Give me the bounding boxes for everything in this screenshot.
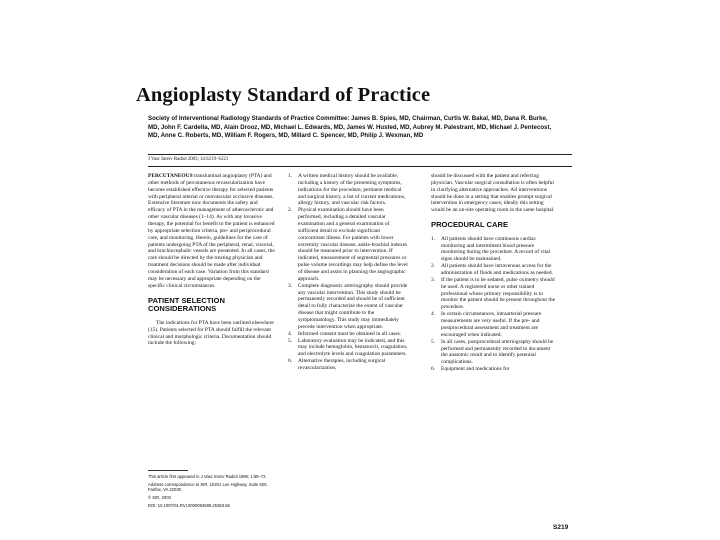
text-column-2	[288, 173, 408, 372]
selection-criteria-list	[288, 173, 408, 372]
footnote-correspondence: Address correspondence to SIR, 10201 Lee Highway, Suite 500, Fairfax, VA 22030.	[148, 481, 268, 493]
article-title: Angioplasty Standard of Practice	[136, 84, 431, 106]
list-item: 2. Physical examination should have been performed, including a detailed vascular examination and a general examination of sufficient detail to exclude significant concomitant illness. For patients with lower extremity vascular disease, ankle-brachial indexes should be measured prior to intervention. If indicated, measurement of segmental pressures or pulse volume recordings may help define the level of disease and assist in planning the angiographic approach.	[288, 207, 408, 282]
list-item: 6. Equipment and medications for	[431, 366, 510, 373]
section-heading-procedural-care: PROCEDURAL CARE	[431, 220, 509, 230]
author-list: Society of Interventional Radiology Standards of Practice Committee: James B. Spies, MD, Chairman, Curtis W. Bakal, MD, Dana R. Burke, MD, John F. Cardella, MD, Alain Drooz, MD, Michael L. Edwards, MD, James W. Husted, MD, Aubrey M. Palestrant, MD, Michael J. Pentecost, MD, Anne C. Roberts, MD, William F. Rogers, MD, Millard C. Spencer, MD, Philip J. Wexman, MD	[148, 115, 552, 140]
continuation-paragraph: should be discussed with the patient and referring physician. Vascular surgical consultation is often helpful in clarifying alternative approaches. All interventions should be done in a setting that enables prompt surgical intervention in emergency cases; ideally this setting would be an on-site operating room in the same hospital.	[431, 173, 555, 214]
citation-divider	[148, 166, 572, 167]
footnote-divider	[148, 470, 188, 471]
list-item: 4. In certain circumstances, intraarterial pressure measurements are very useful. If the pre- and postprocedural assessment and treatment are encouraged when indicated.	[431, 311, 542, 338]
procedural-care-list	[431, 236, 556, 373]
intro-body: transluminal angioplasty (PTA) and other methods of percutaneous revascularization have become established effective therapy for selected patients with peripheral arterial or nonvascular occlusive diseases. Extensive literature now documents the safety and efficacy of PTA in the management of atherosclerotic and other vascular diseases (1–14). As with any invasive therapy, the potential for benefit to the patient is enhanced by appropriate selection criteria, pre- and periprocedural care, and monitoring. Herein, guidelines for the care of patients undergoing PTA of the peripheral, renal, visceral, and brachiocephalic vessels are presented. In all cases, the care should be directed by the treating physician and treatment decisions should be made after individual consideration of each case. Variation from this standard may be necessary and appropriate depending on the specific clinical circumstances.	[148, 173, 275, 289]
patient-selection-paragraph: The indications for PTA have been outlined elsewhere (15). Patients selected for PTA should fulfill the relevant clinical and morphologic criteria. Documentation should include the following:	[148, 319, 274, 347]
intro-paragraph	[148, 173, 276, 290]
list-item: 4. Informed consent must be obtained in all cases.	[288, 330, 402, 337]
footnote-first-appeared: This article first appeared in J Vasc Interv Radiol 1990; 1:69–72.	[148, 474, 267, 479]
list-item: 6. Alternative therapies, including surgical revascularization,	[288, 358, 386, 372]
list-item: 1. All patients should have continuous cardiac monitoring and intermittent blood pressure monitoring during the procedure. A record of vital signs should be maintained.	[431, 235, 551, 263]
list-item: 2. All patients should have intravenous access for the administration of fluids and medications as needed.	[431, 263, 553, 277]
text-column-3	[431, 173, 556, 373]
list-item: 1. A written medical history should be available, including a history of the presenting symptoms, indications for the procedure, pertinent medical and surgical history, a list of current medications, allergy history, and vascular risk factors.	[288, 173, 406, 207]
list-item: 5. In all cases, postprocedural arteriography should be performed and permanently recorded to document the anatomic result and to identify potential complications.	[431, 338, 554, 366]
footnotes	[148, 474, 276, 511]
page-number: S219	[553, 524, 569, 531]
intro-lead-word: PERCUTANEOUS	[148, 173, 193, 179]
title-divider	[148, 154, 572, 155]
list-item: 3. If the patient is to be sedated, pulse oximetry should be used. A registered nurse or other trained professional whose primary responsibility is to monitor the patient should be present throughout the procedure.	[431, 276, 556, 311]
text-column-1	[148, 173, 276, 347]
list-item: 5. Laboratory evaluation may be indicated, and this may include hemoglobin, hematocrit, coagulation, and electrolyte levels and coagulation parameters.	[288, 337, 408, 358]
section-heading-patient-selection: PATIENT SELECTION CONSIDERATIONS	[148, 295, 225, 314]
footnote-doi: DOI: 10.1097/01.RVI.0000094589.25363.56	[148, 502, 230, 508]
list-item: 3. Complete diagnostic arteriography should provide any vascular intervention. This study should be permanently recorded and should be of sufficient detail to fully characterize the extent of vascular disease that might contribute to the symptomatology. This study may immediately precede intervention when appropriate.	[288, 282, 408, 330]
journal-citation: J Vasc Interv Radiol 2003; 14:S219–S221	[148, 157, 229, 162]
footnote-copyright: © SIR, 2003	[148, 495, 171, 501]
